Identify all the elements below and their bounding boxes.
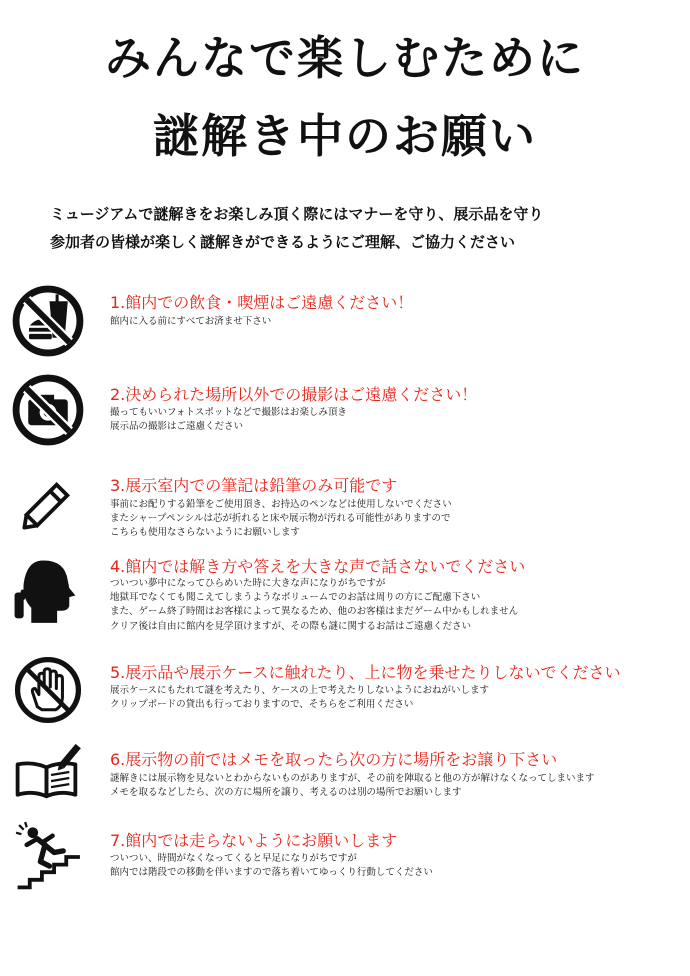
rule-body <box>110 498 452 541</box>
rule-line: 館内では階段での移動を伴いますので落ち着いてゆっくり行動してください <box>110 867 433 879</box>
rule-line: ついつい、時間がなくなってくると早足になりがちですが <box>110 853 357 864</box>
intro-line: ミュージアムで謎解きをお楽しみ頂く際にはマナーを守り、展示品を守り <box>50 205 544 223</box>
rule-line: 謎解きには展示物を見ないとわからないものがありますが、その前を陣取ると他の方が解けなくなってしまいます <box>110 773 595 784</box>
rule-line: クリア後は自由に館内を見学頂けますが、その際も謎に関するお話はご遠慮ください <box>110 620 472 632</box>
no-touching-icon <box>10 652 86 728</box>
rule-heading: 6.展示物の前ではメモを取ったら次の方に場所をお譲り下さい <box>110 750 558 769</box>
main-title: みんなで楽しむために <box>105 31 585 85</box>
sub-title: 謎解き中のお願い <box>153 109 537 163</box>
rule-heading: 5.展示品や展示ケースに触れたり、上に物を乗せたりしないでください <box>110 663 621 682</box>
rule-body <box>110 315 271 329</box>
rule-body <box>110 577 518 634</box>
no-eating-drinking-smoking-icon <box>10 283 86 359</box>
rule-line: ついつい夢中になってひらめいた時に大きな声になりがちですが <box>110 578 386 589</box>
rule-line: また、ゲーム終了時間はお客様によって異なるため、他のお客様はまだゲーム中かもしれません <box>110 606 519 618</box>
falling-on-stairs-icon <box>10 819 86 895</box>
rule-line: 事前にお配りする鉛筆をご使用頂き、お持込のペンなどは使用しないでください <box>110 499 452 510</box>
rule-line: 展示品の撮影はご遠慮ください <box>110 421 244 433</box>
rule-line: 地獄耳でなくても聞こえてしまうようなボリュームでのお話は周りの方にご配慮下さい <box>110 592 481 604</box>
rule-heading: 2.決められた場所以外での撮影はご遠慮ください！ <box>110 385 478 404</box>
no-camera-icon <box>10 372 86 448</box>
rule-body <box>110 772 595 800</box>
rule-body <box>110 684 489 712</box>
intro-line: 参加者の皆様が楽しく謎解きができるようにご理解、ご協力ください <box>50 233 516 251</box>
rule-line: 展示ケースにもたれて謎を考えたり、ケースの上で考えたりしないようにおねがいします <box>110 685 490 696</box>
rule-line: こちらも使用なさらないようにお願いします <box>110 527 301 539</box>
rule-line: またシャープペンシルは芯が折れると床や展示物が汚れる可能性がありますので <box>110 513 451 525</box>
pencil-icon <box>10 466 86 542</box>
rule-heading: 4.館内では解き方や答えを大きな声で話さないでください <box>110 557 526 576</box>
rule-line: クリップボードの貸出も行っておりますので、そちらをご利用ください <box>110 699 414 711</box>
rule-heading: 1.館内での飲食・喫煙はご遠慮ください！ <box>110 293 414 312</box>
quiet-please-icon <box>10 553 86 629</box>
rule-body <box>110 852 433 880</box>
rule-line: 撮ってもいいフォトスポットなどで撮影はお楽しみ頂き <box>110 407 347 418</box>
rule-body <box>110 406 347 434</box>
book-writing-icon <box>10 737 86 813</box>
rule-line: メモを取るなどしたら、次の方に場所を譲り、考えるのは別の場所でお願いします <box>110 787 462 799</box>
rule-heading: 7.館内では走らないようにお願いします <box>110 831 398 850</box>
rule-line: 館内に入る前にすべてお済ませ下さい <box>110 316 272 327</box>
rule-heading: 3.展示室内での筆記は鉛筆のみ可能です <box>110 476 398 495</box>
